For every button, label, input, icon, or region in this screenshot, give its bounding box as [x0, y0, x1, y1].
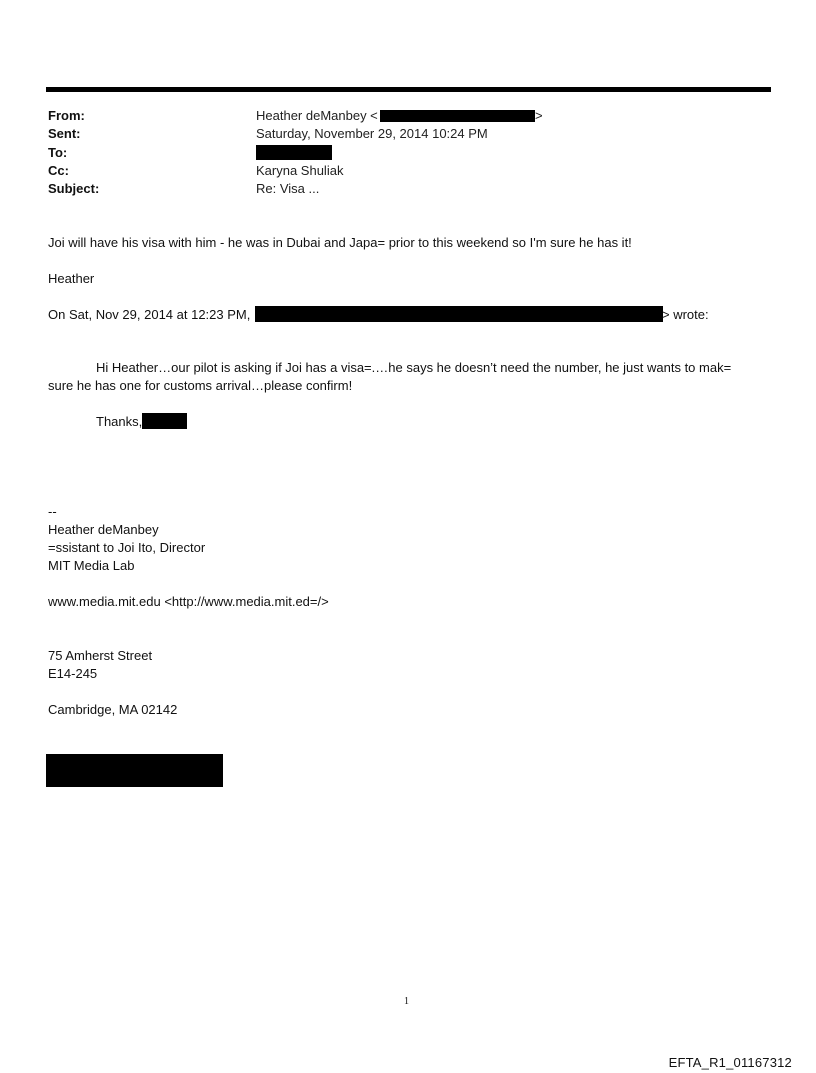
sent-label: Sent:: [48, 126, 81, 141]
body-line-1: Joi will have his visa with him - he was in Dubai and Japa= prior to this weekend so I'm sure he has it!: [48, 235, 632, 250]
signature-title: =ssistant to Joi Ito, Director: [48, 540, 206, 555]
to-label: To:: [48, 145, 68, 160]
signature-street: 75 Amherst Street: [48, 648, 153, 663]
signature-city: Cambridge, MA 02142: [48, 702, 178, 717]
redaction-to: [256, 145, 332, 160]
signature-name: Heather deManbey: [48, 522, 159, 537]
quoted-thanks: Thanks,: [96, 414, 143, 429]
subject-label: Subject:: [48, 181, 100, 196]
header-rule: [46, 87, 771, 92]
cc-value: Karyna Shuliak: [256, 163, 344, 178]
quote-intro-end: > wrote:: [662, 307, 709, 322]
from-value: Heather deManbey <: [256, 108, 378, 123]
document-id: EFTA_R1_01167312: [668, 1055, 792, 1070]
redaction-signature-block: [46, 754, 223, 787]
cc-label: Cc:: [48, 163, 69, 178]
from-label: From:: [48, 108, 85, 123]
quoted-line-2: sure he has one for customs arrival…please confirm!: [48, 378, 353, 393]
page-number: 1: [404, 996, 409, 1007]
signature-room: E14-245: [48, 666, 98, 681]
sent-value: Saturday, November 29, 2014 10:24 PM: [256, 126, 488, 141]
quoted-line-1: Hi Heather…our pilot is asking if Joi has a visa=.…he says he doesn’t need the number, he just wants to mak=: [96, 360, 732, 375]
quote-intro-start: On Sat, Nov 29, 2014 at 12:23 PM,: [48, 307, 251, 322]
signature-dashes: --: [48, 504, 57, 519]
body-sign: Heather: [48, 271, 95, 286]
redaction-thanks-name: [142, 413, 187, 429]
signature-org: MIT Media Lab: [48, 558, 135, 573]
redaction-quote-sender: [255, 306, 663, 322]
subject-value: Re: Visa ...: [256, 181, 320, 196]
from-value-end: >: [535, 108, 543, 123]
redaction-from-email: [380, 110, 535, 122]
signature-web: www.media.mit.edu <http://www.media.mit.ed=/>: [48, 594, 329, 609]
